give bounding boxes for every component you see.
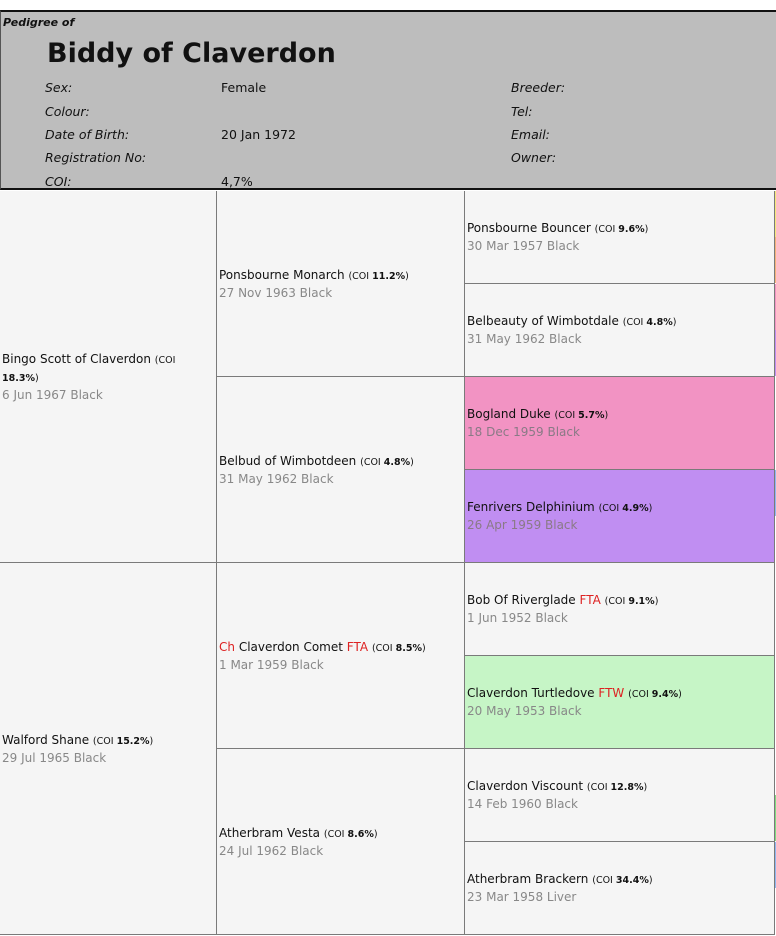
great-grandparent-cell-3[interactable]: Bogland Duke (COI 5.7%) 18 Dec 1959 Black bbox=[465, 377, 775, 470]
grandparent-cell-4[interactable]: Atherbram Vesta (COI 8.6%) 24 Jul 1962 Black bbox=[217, 749, 465, 935]
great-grandparent-cell-8[interactable]: Atherbram Brackern (COI 34.4%) 23 Mar 1958 Liver bbox=[465, 842, 775, 935]
ftw-title: FTW bbox=[598, 686, 625, 700]
grandparent-coi: 4.8% bbox=[383, 456, 411, 468]
dam-cell[interactable]: Walford Shane (COI 15.2%) 29 Jul 1965 Black bbox=[0, 563, 217, 935]
grandparent-coi: 8.6% bbox=[347, 828, 374, 840]
grandparent-name[interactable]: Ponsbourne Monarch bbox=[219, 267, 345, 282]
owner-label: Owner: bbox=[511, 150, 557, 165]
grandparent-name[interactable]: Belbud of Wimbotdeen bbox=[219, 453, 357, 468]
great-grandparent-name[interactable]: Bob Of Riverglade bbox=[467, 593, 576, 607]
sex-value: Female bbox=[221, 80, 267, 95]
great-grandparent-name[interactable]: Claverdon Turtledove bbox=[467, 686, 595, 700]
great-grandparent-cell-7[interactable]: Claverdon Viscount (COI 12.8%) 14 Feb 1960 Black bbox=[465, 749, 775, 842]
great-grandparent-coi: 9.4% bbox=[651, 689, 679, 700]
great-grandparent-dob-colour: 30 Mar 1957 Black bbox=[467, 239, 580, 253]
grandparent-dob-colour: 27 Nov 1963 Black bbox=[219, 285, 333, 300]
dog-name-title: Biddy of Claverdon bbox=[47, 38, 336, 69]
great-grandparent-coi: 9.6% bbox=[618, 224, 645, 235]
email-label: Email: bbox=[511, 127, 550, 142]
great-grandparent-name[interactable]: Fenrivers Delphinium bbox=[467, 500, 595, 514]
great-grandparent-cell-4[interactable]: Fenrivers Delphinium (COI 4.9%) 26 Apr 1959 Black bbox=[465, 470, 775, 563]
fta-title: FTA bbox=[346, 639, 369, 654]
grandparent-cell-1[interactable]: Ponsbourne Monarch (COI 11.2%) 27 Nov 1963 Black bbox=[217, 191, 465, 377]
great-grandparent-name[interactable]: Claverdon Viscount bbox=[467, 779, 584, 793]
grandparent-dob-colour: 24 Jul 1962 Black bbox=[219, 843, 324, 858]
grandparent-cell-2[interactable]: Belbud of Wimbotdeen (COI 4.8%) 31 May 1962 Black bbox=[217, 377, 465, 563]
dam-name[interactable]: Walford Shane bbox=[2, 732, 90, 747]
great-grandparent-dob-colour: 1 Jun 1952 Black bbox=[467, 611, 568, 625]
tel-label: Tel: bbox=[511, 104, 533, 119]
breeder-label: Breeder: bbox=[511, 80, 566, 95]
sex-label: Sex: bbox=[45, 80, 73, 95]
sire-coi: 18.3% bbox=[2, 372, 35, 384]
great-grandparent-dob-colour: 26 Apr 1959 Black bbox=[467, 518, 578, 532]
grandparent-name[interactable]: Atherbram Vesta bbox=[219, 825, 321, 840]
colour-label: Colour: bbox=[45, 104, 90, 119]
great-grandparent-cell-1[interactable]: Ponsbourne Bouncer (COI 9.6%) 30 Mar 1957 Black bbox=[465, 191, 775, 284]
great-grandparent-coi: 4.8% bbox=[646, 317, 673, 328]
pedigree-header bbox=[0, 10, 776, 190]
great-grandparent-dob-colour: 14 Feb 1960 Black bbox=[467, 797, 578, 811]
grandparent-name[interactable]: Claverdon Comet bbox=[238, 639, 343, 654]
great-grandparent-name[interactable]: Atherbram Brackern bbox=[467, 872, 589, 886]
great-grandparent-dob-colour: 20 May 1953 Black bbox=[467, 704, 582, 718]
coi-value: 4,7% bbox=[221, 174, 253, 189]
great-grandparent-name[interactable]: Ponsbourne Bouncer bbox=[467, 221, 591, 235]
great-grandparent-dob-colour: 23 Mar 1958 Liver bbox=[467, 890, 577, 904]
grandparent-dob-colour: 1 Mar 1959 Black bbox=[219, 657, 324, 672]
grandparent-coi: 8.5% bbox=[395, 642, 422, 654]
great-grandparent-name[interactable]: Belbeauty of Wimbotdale bbox=[467, 314, 619, 328]
grandparent-cell-3[interactable]: Ch Claverdon Comet FTA (COI 8.5%) 1 Mar 1959 Black bbox=[217, 563, 465, 749]
dob-label: Date of Birth: bbox=[45, 127, 130, 142]
dam-dob-colour: 29 Jul 1965 Black bbox=[2, 750, 107, 765]
great-grandparent-dob-colour: 31 May 1962 Black bbox=[467, 332, 582, 346]
great-grandparent-dob-colour: 18 Dec 1959 Black bbox=[467, 425, 580, 439]
dam-coi: 15.2% bbox=[116, 735, 150, 747]
sire-cell[interactable]: Bingo Scott of Claverdon (COI 18.3%) 6 Jun 1967 Black bbox=[0, 191, 217, 563]
champion-title: Ch bbox=[219, 639, 235, 654]
grandparent-coi: 11.2% bbox=[372, 270, 406, 282]
grandparent-dob-colour: 31 May 1962 Black bbox=[219, 471, 334, 486]
great-grandparent-name[interactable]: Bogland Duke bbox=[467, 407, 551, 421]
sire-name[interactable]: Bingo Scott of Claverdon bbox=[2, 351, 151, 366]
great-grandparent-cell-6[interactable]: Claverdon Turtledove FTW (COI 9.4%) 20 May 1953 Black bbox=[465, 656, 775, 749]
pedigree-of-label: Pedigree of bbox=[3, 16, 75, 29]
great-grandparent-cell-2[interactable]: Belbeauty of Wimbotdale (COI 4.8%) 31 May 1962 Black bbox=[465, 284, 775, 377]
great-grandparent-coi: 12.8% bbox=[610, 782, 644, 793]
registration-label: Registration No: bbox=[45, 150, 147, 165]
great-grandparent-coi: 9.1% bbox=[628, 596, 655, 607]
great-grandparent-coi: 4.9% bbox=[622, 503, 649, 514]
great-grandparent-coi: 34.4% bbox=[615, 875, 649, 886]
coi-label: COI: bbox=[45, 174, 72, 189]
dob-value: 20 Jan 1972 bbox=[221, 127, 296, 142]
great-grandparent-coi: 5.7% bbox=[578, 410, 605, 421]
great-grandparent-cell-5[interactable]: Bob Of Riverglade FTA (COI 9.1%) 1 Jun 1952 Black bbox=[465, 563, 775, 656]
fta-title: FTA bbox=[579, 593, 601, 607]
sire-dob-colour: 6 Jun 1967 Black bbox=[2, 387, 103, 402]
